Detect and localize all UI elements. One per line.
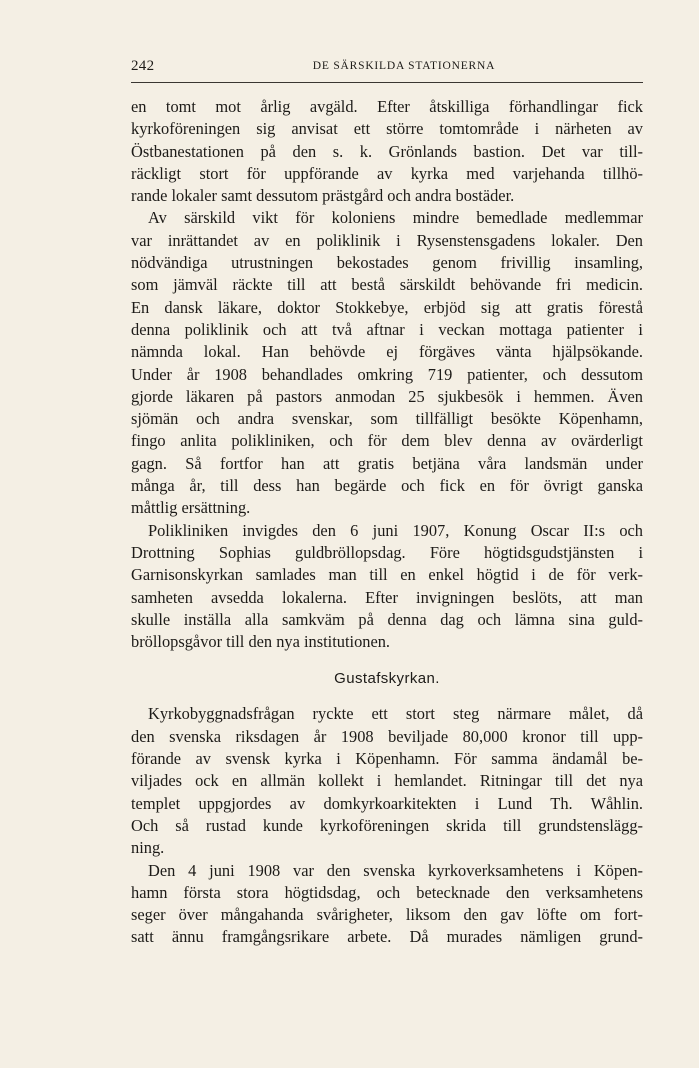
text-line: templet uppgjordes av domkyrkoarkitekten i Lund Th. Wåhlin. <box>131 793 643 813</box>
running-head: DE SÄRSKILDA STATIONERNA <box>312 60 496 72</box>
text-line: nödvändiga utrustningen bekostades genom frivillig insamling, <box>131 253 643 273</box>
text-line: den svenska riksdagen år 1908 beviljade 80,000 kronor till upp- <box>131 726 643 746</box>
page-header <box>131 58 643 80</box>
text-line: ning. <box>131 838 165 858</box>
text-line: seger över mångahanda svårigheter, liksom den gav löfte om fort- <box>131 905 643 925</box>
text-line: många år, till dess han begärde och fick en för övrigt ganska <box>131 476 643 496</box>
text-line: måttlig ersättning. <box>131 498 251 518</box>
text-line: räckligt stort för uppförande av kyrka med varjehanda tillhö- <box>131 163 643 183</box>
text-line: viljades ock en allmän kollekt i hemlandet. Ritningar till det nya <box>131 771 643 791</box>
text-line: Polikliniken invigdes den 6 juni 1907, Konung Oscar II:s och <box>148 520 643 540</box>
text-line: skulle inställa alla samkväm på denna dag och lämna sina guld- <box>131 609 643 629</box>
paragraph <box>131 860 643 949</box>
text-line: sjömän och andra svenskar, som tillfälligt besökte Köpenhamn, <box>131 409 643 429</box>
text-line: Drottning Sophias guldbröllopsdag. Före högtidsgudstjänsten i <box>131 542 643 562</box>
text-line: Garnisonskyrkan samlades man till en enkel högtid i de för verk- <box>131 565 643 585</box>
header-rule <box>131 82 643 83</box>
text-line: var inrättandet av en poliklinik i Rysenstensgadens lokaler. Den <box>131 230 643 250</box>
text-line: hamn första stora högtidsdag, och betecknade den verksamhetens <box>131 882 643 902</box>
text-line: Östbanestationen på den s. k. Grönlands bastion. Det var till- <box>131 141 643 161</box>
text-line: samheten avsedda lokalerna. Efter invigningen beslöts, att man <box>131 587 643 607</box>
text-line: satt ännu framgångsrikare arbete. Då murades nämligen grund- <box>131 927 643 947</box>
text-line: denna poliklinik och att två aftnar i veckan mottaga patienter i <box>131 319 643 339</box>
paragraph <box>131 703 643 859</box>
paragraph <box>131 520 643 654</box>
text-line: en tomt mot årlig avgäld. Efter åtskilliga förhandlingar fick <box>131 97 643 116</box>
text-line: Under år 1908 behandlades omkring 719 patienter, och dessutom <box>131 364 643 384</box>
text-line: rande lokaler samt dessutom prästgård och andra bostäder. <box>131 186 515 206</box>
page-number: 242 <box>131 58 155 74</box>
text-line: gjorde läkaren på pastors anmodan 25 sjukbesök i hemmen. Även <box>131 386 643 406</box>
text-line: Och så rustad kunde kyrkoföreningen skrida till grundstenslägg- <box>131 815 643 835</box>
page-body <box>131 96 643 949</box>
text-line: Den 4 juni 1908 var den svenska kyrkoverksamhetens i Köpen- <box>148 860 643 880</box>
text-line: förande av svensk kyrka i Köpenhamn. För samma ändamål be- <box>131 749 643 769</box>
text-line: Av särskild vikt för koloniens mindre bemedlade medlemmar <box>148 208 643 228</box>
text-line: som jämväl räckte till att bestå särskildt behövande fri medicin. <box>131 275 643 295</box>
text-line: bröllopsgåvor till den nya institutionen. <box>131 632 391 652</box>
text-line: kyrkoföreningen sig anvisat ett större tomtområde i närheten av <box>131 119 643 139</box>
paragraph <box>131 207 643 519</box>
text-line: fingo anlita polikliniken, och för dem blev denna av ovärderligt <box>131 431 643 451</box>
text-line: Kyrkobyggnadsfrågan ryckte ett stort steg närmare målet, då <box>148 704 643 724</box>
section-heading: Gustafskyrkan. <box>334 670 440 688</box>
text-line: gagn. Så fortfor han att gratis betjäna våra landsmän under <box>131 453 643 473</box>
text-line: En dansk läkare, doktor Stokkebye, erbjöd sig att gratis förestå <box>131 297 643 317</box>
paragraph <box>131 96 643 207</box>
text-line: nämnda lokal. Han behövde ej förgäves vänta hjälpsökande. <box>131 342 643 362</box>
